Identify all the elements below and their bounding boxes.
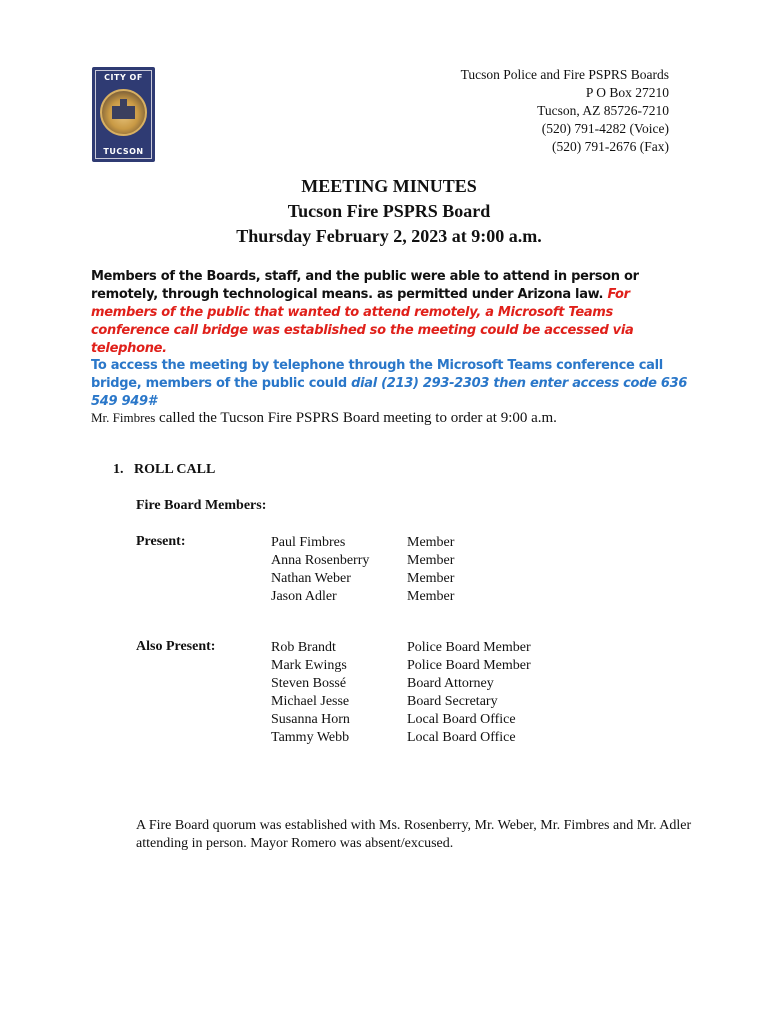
address-line: (520) 791-4282 (Voice) bbox=[541, 121, 669, 136]
address-block bbox=[461, 66, 669, 156]
meeting-date: Thursday February 2, 2023 at 9:00 a.m. bbox=[236, 226, 542, 246]
notice-text: Members of the Boards, staff, and the public were able to attend in person or remotely, through technological means. as permitted under Arizona law. bbox=[91, 269, 639, 302]
document-title: MEETING MINUTES bbox=[301, 176, 477, 196]
member-name: Nathan Weber bbox=[271, 571, 351, 586]
present-names bbox=[271, 534, 369, 606]
attendee-name: Michael Jesse bbox=[271, 694, 350, 709]
attendee-name: Tammy Webb bbox=[271, 730, 350, 745]
call-to-order-text: called the Tucson Fire PSPRS Board meeting to order at 9:00 a.m. bbox=[155, 410, 557, 426]
notice-red-text: For members of the public that wanted to attend remotely, a Microsoft Teams conference call bridge was established so the meeting could be accessed via telephone. bbox=[91, 287, 634, 356]
attendee-role: Local Board Office bbox=[407, 730, 516, 745]
present-label: Present: bbox=[136, 534, 186, 549]
board-title: Tucson Fire PSPRS Board bbox=[287, 201, 491, 221]
attendee-name: Rob Brandt bbox=[271, 640, 336, 655]
address-line: P O Box 27210 bbox=[585, 85, 669, 100]
attendee-name: Susanna Horn bbox=[271, 712, 350, 727]
call-to-order bbox=[91, 410, 557, 427]
access-text: To access the meeting by telephone through the Microsoft Teams conference call bridge, members of the public could bbox=[91, 358, 663, 391]
logo-bottom-text: TUCSON bbox=[103, 147, 144, 156]
attendee-role: Police Board Member bbox=[407, 658, 531, 673]
section-subheading: Fire Board Members: bbox=[136, 498, 267, 513]
attendee-name: Mark Ewings bbox=[271, 658, 347, 673]
member-name: Anna Rosenberry bbox=[271, 553, 370, 568]
city-of-tucson-logo bbox=[92, 67, 155, 162]
attendee-role: Police Board Member bbox=[407, 640, 531, 655]
member-role: Member bbox=[407, 571, 455, 586]
also-present-roles bbox=[407, 639, 531, 747]
section-heading: 1. ROLL CALL bbox=[113, 462, 216, 477]
member-name: Paul Fimbres bbox=[271, 535, 346, 550]
member-name: Jason Adler bbox=[271, 589, 337, 604]
caller-name: Mr. Fimbres bbox=[91, 410, 156, 425]
member-role: Member bbox=[407, 589, 455, 604]
address-line: Tucson Police and Fire PSPRS Boards bbox=[460, 67, 669, 82]
attendance-notice bbox=[91, 268, 691, 358]
access-dial-text: dial (213) 293-2303 then enter access code 636 549 949# bbox=[91, 376, 688, 409]
attendee-role: Board Secretary bbox=[407, 694, 498, 709]
access-instructions bbox=[91, 357, 691, 411]
also-present-label: Also Present: bbox=[136, 639, 216, 654]
attendee-role: Board Attorney bbox=[407, 676, 494, 691]
quorum-statement: A Fire Board quorum was established with Ms. Rosenberry, Mr. Weber, Mr. Fimbres and Mr. Adler attending in person. Mayor Romero was absent/excused. bbox=[136, 818, 692, 851]
attendee-role: Local Board Office bbox=[407, 712, 516, 727]
city-seal-icon bbox=[100, 89, 147, 136]
also-present-names bbox=[271, 639, 350, 747]
address-line: (520) 791-2676 (Fax) bbox=[552, 139, 669, 154]
member-role: Member bbox=[407, 553, 455, 568]
attendee-name: Steven Bossé bbox=[271, 676, 347, 691]
address-line: Tucson, AZ 85726-7210 bbox=[537, 103, 669, 118]
logo-top-text: CITY OF bbox=[104, 73, 143, 82]
member-role: Member bbox=[407, 535, 455, 550]
present-roles bbox=[407, 534, 454, 606]
